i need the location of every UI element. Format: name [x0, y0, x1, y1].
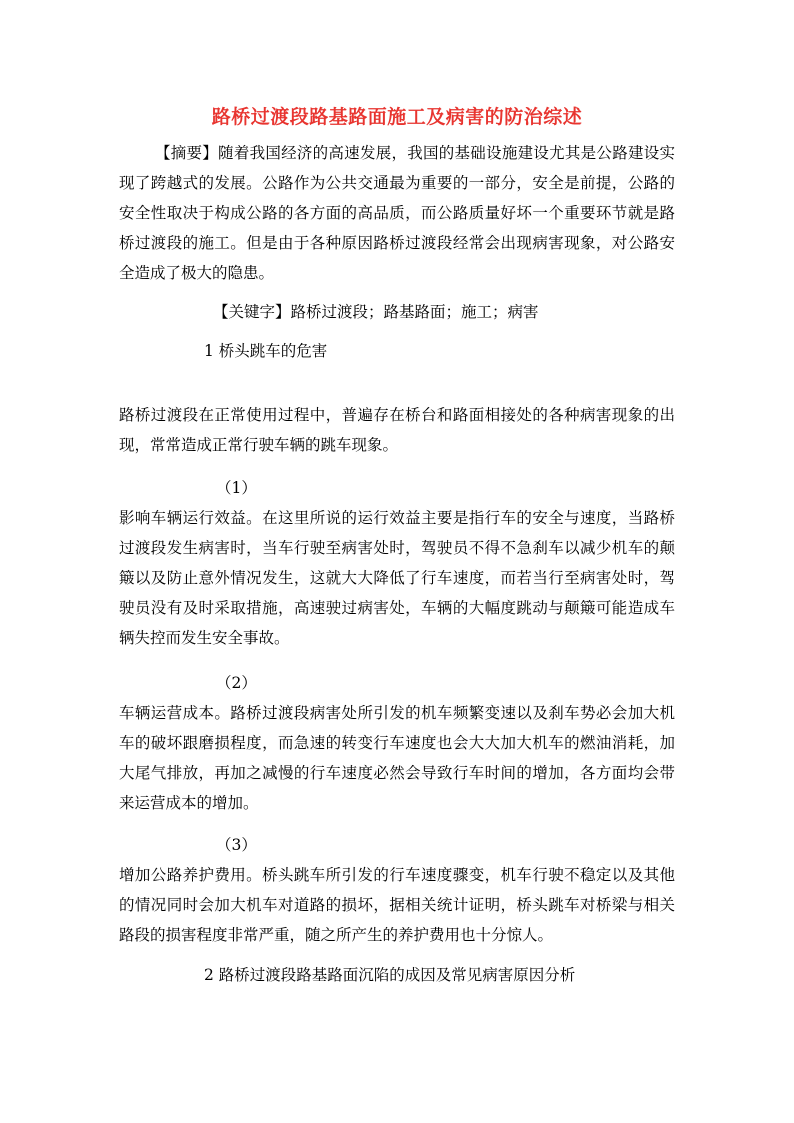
item-2-number: （2） [216, 674, 257, 692]
item-1-number: （1） [216, 479, 257, 497]
document-title: 路桥过渡段路基路面施工及病害的防治综述 [211, 106, 583, 128]
section-2-heading: 2 路桥过渡段路基路面沉陷的成因及常见病害原因分析 [204, 966, 576, 984]
abstract-paragraph: 【摘要】随着我国经济的高速发展，我国的基础设施建设尤其是公路建设实现了跨越式的发展。公路作为公共交通最为重要的一部分，安全是前提，公路的安全性取决于构成公路的各方面的高品质，而公路质量好坏一个重要环节就是路桥过渡段的施工。但是由于各种原因路桥过渡段经常会出现病害现象，对公路安全造成了极大的隐患。 [119, 144, 675, 282]
keywords-line: 【关键字】路桥过渡段；路基路面；施工；病害 [213, 303, 539, 321]
item-1-paragraph: 影响车辆运行效益。在这里所说的运行效益主要是指行车的安全与速度，当路桥过渡段发生病害时，当车行驶至病害处时，驾驶员不得不急刹车以减少机车的颠簸以及防止意外情况发生，这就大大降低了行车速度，而若当行至病害处时，驾驶员没有及时采取措施，高速驶过病害处，车辆的大幅度跳动与颠簸可能造成车辆失控而发生安全事故。 [119, 509, 675, 647]
item-2-paragraph: 车辆运营成本。路桥过渡段病害处所引发的机车频繁变速以及刹车势必会加大机车的破坏跟磨损程度，而急速的转变行车速度也会大大加大机车的燃油消耗，加大尾气排放，再加之减慢的行车速度必然会导致行车时间的增加，各方面均会带来运营成本的增加。 [119, 704, 675, 812]
section-1-heading: 1 桥头跳车的危害 [204, 342, 328, 360]
section-1-intro-paragraph: 路桥过渡段在正常使用过程中，普遍存在桥台和路面相接处的各种病害现象的出现，常常造成正常行驶车辆的跳车现象。 [119, 406, 675, 454]
item-3-number: （3） [216, 836, 257, 854]
item-3-paragraph: 增加公路养护费用。桥头跳车所引发的行车速度骤变，机车行驶不稳定以及其他的情况同时会加大机车对道路的损坏，据相关统计证明，桥头跳车对桥梁与相关路段的损害程度非常严重，随之所产生的养护费用也十分惊人。 [119, 866, 675, 944]
